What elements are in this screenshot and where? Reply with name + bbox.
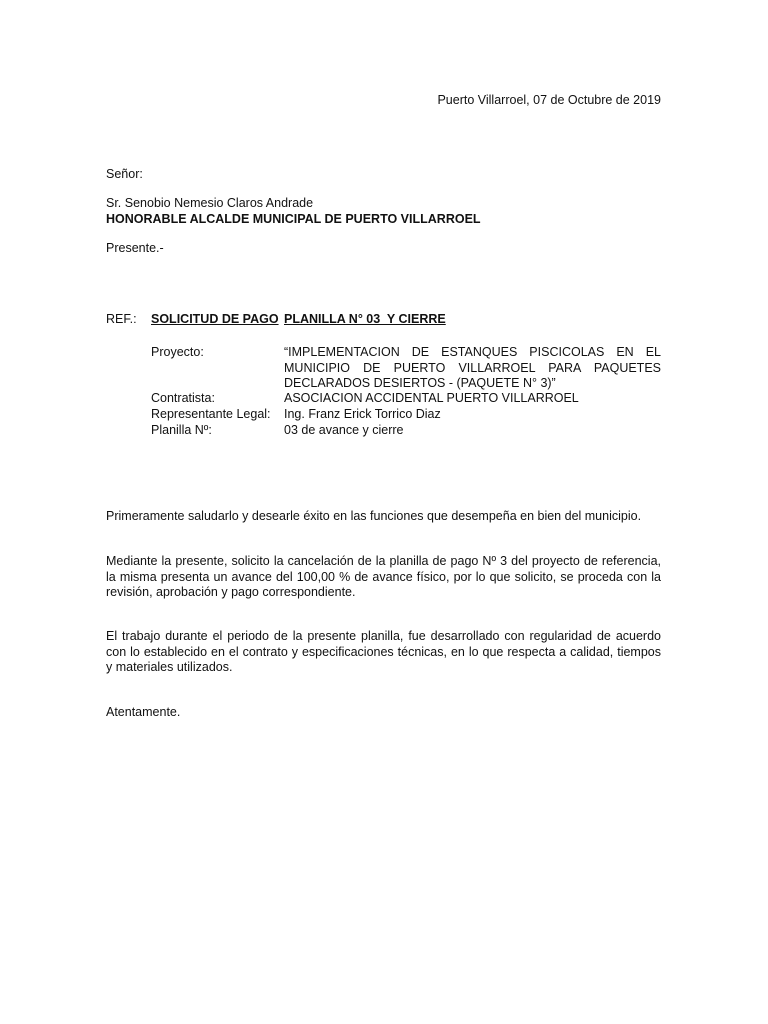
proyecto-label: Proyecto: [151,345,204,359]
planilla-value: 03 de avance y cierre [284,423,404,437]
ref-subject-request: SOLICITUD DE PAGO [151,312,279,326]
contratista-label: Contratista: [151,391,215,405]
closing: Atentamente. [106,705,181,719]
planilla-label: Planilla Nº: [151,423,212,437]
recipient-title: HONORABLE ALCALDE MUNICIPAL DE PUERTO VILLARROEL [106,212,481,226]
proyecto-value: “IMPLEMENTACION DE ESTANQUES PISCICOLAS EN EL MUNICIPIO DE PUERTO VILLARROEL PARA PAQUETES DECLARADOS DESIERTOS - (PAQUETE N° 3)” [284,345,661,390]
salutation: Señor: [106,167,143,181]
letter-date: Puerto Villarroel, 07 de Octubre de 2019 [437,93,661,107]
contratista-value: ASOCIACION ACCIDENTAL PUERTO VILLARROEL [284,391,579,405]
ref-subject-planilla: PLANILLA N° 03 Y CIERRE [284,312,446,326]
recipient-name: Sr. Senobio Nemesio Claros Andrade [106,196,314,210]
presente-line: Presente.- [106,241,164,255]
paragraph-work-summary: El trabajo durante el periodo de la presente planilla, fue desarrollado con regularidad de acuerdo con lo establecido en el contrato y especificaciones técnicas, en lo que respecta a calidad, tiempos y materiales utilizados. [106,629,661,674]
paragraph-request: Mediante la presente, solicito la cancelación de la planilla de pago Nº 3 del proyecto de referencia, la misma presenta un avance del 100,00 % de avance físico, por lo que solicito, se proceda con la revisión, aprobación y pago correspondiente. [106,554,661,599]
representante-value: Ing. Franz Erick Torrico Diaz [284,407,441,421]
ref-label: REF.: [106,312,137,326]
representante-label: Representante Legal: [151,407,271,421]
paragraph-greeting: Primeramente saludarlo y desearle éxito en las funciones que desempeña en bien del municipio. [106,509,642,523]
